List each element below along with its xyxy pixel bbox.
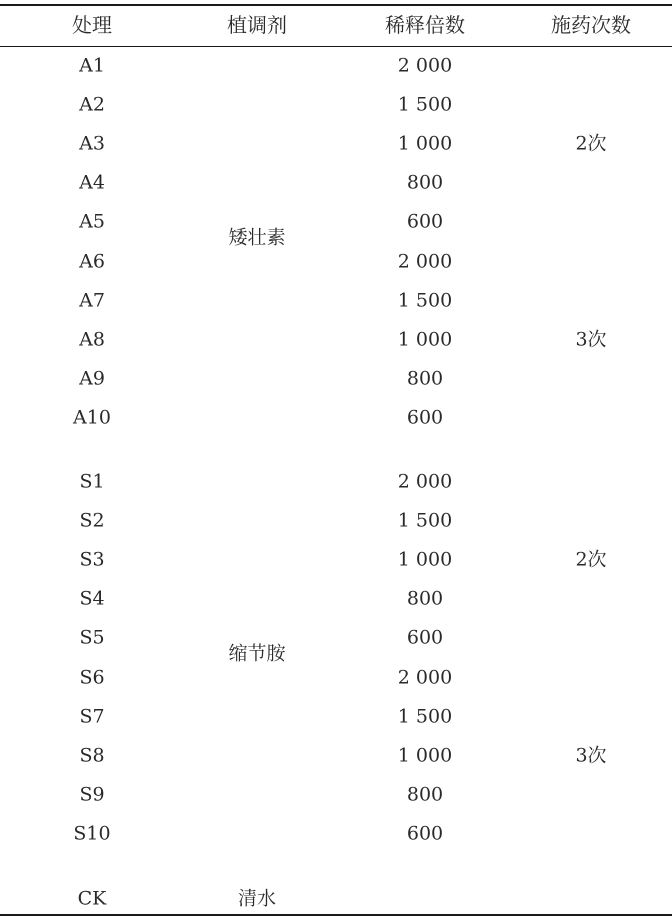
header-rule	[0, 46, 672, 47]
treatment-cell: A10	[73, 406, 111, 429]
dilution-cell: 800	[406, 783, 444, 806]
dilution-cell: 1 500	[397, 705, 453, 728]
dilution-cell: 2 000	[397, 54, 453, 77]
treatment-cell: A7	[79, 289, 105, 312]
regulator-cell: 矮壮素	[228, 226, 286, 249]
treatment-cell: A1	[79, 54, 105, 77]
header-application-times: 施药次数	[551, 13, 631, 37]
dilution-cell: 1 500	[397, 93, 453, 116]
header-treatment: 处理	[72, 13, 112, 37]
treatment-cell: S3	[79, 548, 105, 571]
treatment-cell: A4	[79, 171, 105, 194]
header-regulator: 植调剂	[227, 13, 287, 37]
treatment-cell: CK	[77, 887, 107, 910]
treatment-cell: A8	[79, 328, 105, 351]
treatment-cell: A9	[79, 367, 105, 390]
dilution-cell: 800	[406, 367, 444, 390]
regulator-cell: 缩节胺	[228, 642, 286, 665]
application-times-cell: 3次	[575, 744, 607, 767]
treatment-cell: A5	[79, 210, 105, 233]
treatment-cell: S10	[73, 822, 111, 845]
application-times-cell: 2次	[575, 548, 607, 571]
treatment-cell: S5	[79, 626, 105, 649]
table-top-rule	[0, 4, 672, 6]
application-times-cell: 3次	[575, 328, 607, 351]
dilution-cell: 1 500	[397, 289, 453, 312]
dilution-cell: 2 000	[397, 470, 453, 493]
dilution-cell: 600	[406, 822, 444, 845]
dilution-cell: 600	[406, 210, 444, 233]
table-bottom-rule	[0, 914, 672, 916]
treatment-cell: S6	[79, 666, 105, 688]
treatment-cell: S2	[79, 509, 105, 532]
dilution-cell: 1 000	[397, 328, 453, 351]
treatment-cell: S1	[79, 470, 105, 493]
header-dilution: 稀释倍数	[385, 13, 465, 37]
treatment-cell: A6	[79, 250, 105, 272]
treatment-cell: A3	[79, 132, 105, 155]
treatment-cell: S8	[79, 744, 105, 767]
dilution-cell: 800	[406, 171, 444, 194]
dilution-cell: 2 000	[397, 250, 453, 272]
treatment-cell: S9	[79, 783, 105, 806]
treatment-cell: S7	[79, 705, 105, 728]
dilution-cell: 2 000	[397, 666, 453, 688]
dilution-cell: 1 500	[397, 509, 453, 532]
dilution-cell: 1 000	[397, 744, 453, 767]
dilution-cell: 600	[406, 626, 444, 649]
regulator-cell: 清水	[237, 887, 277, 910]
dilution-cell: 800	[406, 587, 444, 610]
dilution-cell: 1 000	[397, 548, 453, 571]
treatment-cell: A2	[79, 93, 105, 116]
application-times-cell: 2次	[575, 132, 607, 155]
dilution-cell: 1 000	[397, 132, 453, 155]
dilution-cell: 600	[406, 406, 444, 429]
treatment-cell: S4	[79, 587, 105, 610]
